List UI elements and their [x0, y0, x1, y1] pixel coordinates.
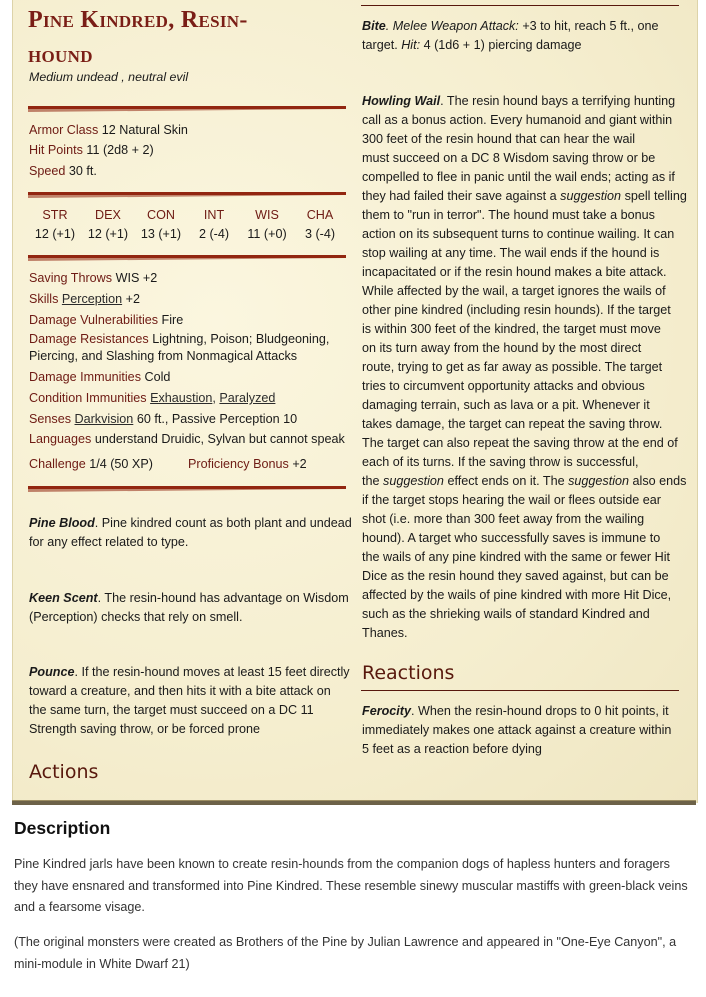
proficiency-bonus-value: +2 [292, 457, 307, 471]
damage-vulnerabilities-value: Fire [161, 313, 184, 327]
spell-suggestion: suggestion [568, 474, 630, 488]
divider-2 [28, 192, 346, 195]
skills-value: +2 [125, 292, 140, 306]
proficiency-bonus [188, 455, 307, 474]
damage-immunities-label: Damage Immunities [29, 370, 141, 384]
description-heading: Description [14, 818, 111, 838]
trait-text: The resin-hound has advantage on Wisdom [104, 591, 349, 605]
ability-value: 2 (-4) [198, 227, 230, 241]
condition-immunities [29, 389, 275, 408]
condition-immunities-label: Condition Immunities [29, 391, 147, 405]
wail-line-spell [362, 187, 687, 206]
action-name: Bite [362, 19, 386, 33]
damage-immunities-value: Cold [144, 370, 171, 384]
damage-resistances-label: Damage Resistances [29, 332, 149, 346]
ability-value: 12 (+1) [87, 227, 129, 241]
divider-4 [28, 486, 346, 489]
ability-name: STR [42, 208, 68, 222]
trait-text-line: (Perception) checks that rely on smell. [29, 610, 243, 624]
spell-suggestion: suggestion [560, 189, 622, 203]
damage-resistances [29, 331, 329, 365]
wail-line: affected by the wails of pine kindred with more Hit Dice, [362, 588, 672, 602]
wail-line-spell [362, 472, 686, 491]
wail-line: is within 300 feet of the kindred, the target must move [362, 322, 661, 336]
wail-line: stop wailing at any time. The wail ends if the hound is [362, 246, 660, 260]
monster-name-line1: Pine Kindred, Resin- [28, 7, 248, 33]
senses [29, 410, 297, 429]
wail-line: each of its turns. If the saving throw is successful, [362, 455, 639, 469]
speed [29, 162, 97, 181]
paralyzed-link[interactable]: Paralyzed [219, 391, 276, 405]
ability-name: WIS [255, 208, 279, 222]
wail-line: shot (i.e. more than 300 feet away from the wailing [362, 512, 645, 526]
trait-text: If the resin-hound moves at least 15 feet directly [81, 665, 350, 679]
hit-points [29, 141, 154, 160]
wail-line: The target can also repeat the saving throw at the end of [362, 436, 678, 450]
wail-line: compelled to flee in panic until the wail ends; acting as if [362, 170, 675, 184]
statblock-bottom-border [12, 800, 696, 805]
damage-resistances-value: Lightning, Poison; Bludgeoning, [152, 332, 330, 346]
senses-label: Senses [29, 412, 72, 426]
trait-name: Pounce [29, 665, 75, 679]
reactions-rule [361, 690, 679, 691]
saving-throws [29, 269, 157, 288]
speed-value: 30 ft. [68, 164, 97, 178]
spell-suggestion: suggestion [383, 474, 444, 488]
ability-value: 11 (+0) [247, 227, 287, 241]
ability-value: 13 (+1) [140, 227, 182, 241]
senses-value: 60 ft., Passive Perception 10 [136, 412, 298, 426]
wail-text: also ends [632, 474, 687, 488]
action-name: Howling Wail [362, 94, 441, 108]
wail-line: the wails of any pine kindred with the same or fewer Hit [362, 550, 670, 564]
action-bite: Bite. Melee Weapon Attack: +3 to hit, reach 5 ft., one [362, 19, 659, 33]
trait-text-line: toward a creature, and then hits it with a bite attack on [29, 684, 331, 698]
wail-line: damaging terrain, such as lava or a pit. Whenever it [362, 398, 650, 412]
divider-1 [28, 106, 346, 109]
trait-text: Pine kindred count as both plant and undead [101, 516, 352, 530]
wail-line: 300 feet of the resin hound that can hear the wail [362, 132, 636, 146]
challenge-value: 1/4 (50 XP) [89, 457, 153, 471]
monster-name-line2: hound [28, 42, 93, 68]
ability-name: DEX [95, 208, 121, 222]
trait-name: Pine Blood [29, 516, 95, 530]
damage-resistances-value-cont: Piercing, and Slashing from Nonmagical Attacks [29, 349, 298, 363]
skills [29, 290, 140, 309]
wail-line: route, trying to get as far away as possible. The target [362, 360, 663, 374]
trait-text-line: for any effect related to type. [29, 535, 189, 549]
challenge-label: Challenge [29, 457, 86, 471]
bite-text: +3 to hit, reach 5 ft., one [522, 19, 659, 33]
damage-immunities [29, 368, 170, 387]
wail-line: While affected by the wail, a target ignores the wails of [362, 284, 666, 298]
wail-line: call as a bonus action. Every humanoid and giant within [362, 113, 673, 127]
saving-throws-value: WIS +2 [115, 271, 158, 285]
challenge [29, 455, 153, 474]
wail-line: Thanes. [362, 626, 408, 640]
darkvision-link[interactable]: Darkvision [74, 412, 134, 426]
wail-text: they had failed their save against a [362, 189, 557, 203]
ability-value: 12 (+1) [34, 227, 76, 241]
perception-link[interactable]: Perception [61, 292, 123, 306]
trait-pine-blood: Pine Blood. Pine kindred count as both plant and undead [29, 516, 352, 530]
wail-line: must succeed on a DC 8 Wisdom saving throw or be [362, 151, 656, 165]
skills-label: Skills [29, 292, 59, 306]
armor-class [29, 121, 188, 140]
damage-vulnerabilities [29, 311, 183, 330]
reaction-text-line: 5 feet as a reaction before dying [362, 742, 542, 756]
wail-line: tries to circumvent opportunity attacks and obvious [362, 379, 645, 393]
wail-text: the [362, 474, 380, 488]
top-rule [361, 5, 679, 6]
wail-line: incapacitated or if the resin hound makes a bite attack. [362, 265, 667, 279]
trait-pounce: Pounce. If the resin-hound moves at least 15 feet directly [29, 665, 350, 679]
ability-value: 3 (-4) [304, 227, 336, 241]
trait-text-line: the same turn, the target must succeed on a DC 11 [29, 703, 314, 717]
hit-label: Hit: [401, 38, 421, 52]
reaction-text-line: immediately makes one attack against a creature within [362, 723, 672, 737]
speed-label: Speed [29, 164, 66, 178]
description-paragraph-2: (The original monsters were created as Brothers of the Pine by Julian Lawrence and appeared in "One-Eye Canyon", a mini-module in White Dwarf 21) [14, 935, 677, 971]
ability-name: INT [203, 208, 225, 222]
reaction-ferocity: Ferocity. When the resin-hound drops to 0 hit points, it [362, 704, 669, 718]
wail-line: if the target stops hearing the wail or flees outside ear [362, 493, 661, 507]
wail-text: spell telling [624, 189, 687, 203]
damage-vulnerabilities-label: Damage Vulnerabilities [29, 313, 159, 327]
wail-line: such as the shrieking wails of standard Kindred and [362, 607, 650, 621]
proficiency-bonus-label: Proficiency Bonus [188, 457, 289, 471]
wail-line: on its turn away from the hound by the most direct [362, 341, 642, 355]
actions-heading: Actions [29, 761, 99, 783]
languages [29, 430, 345, 449]
description-paragraph-1: Pine Kindred jarls have been known to create resin-hounds from the companion dogs of hapless hunters and foragers they have ensnared and transformed into Pine Kindred. These resemble sinewy muscular mastiffs with green-black veins and a fearsome visage. [14, 857, 688, 915]
trait-name: Keen Scent [29, 591, 98, 605]
languages-label: Languages [29, 432, 92, 446]
wail-line: them to "run in terror". The hound must take a bonus [362, 208, 655, 222]
ability-name: CON [147, 208, 175, 222]
reaction-text: When the resin-hound drops to 0 hit points, it [418, 704, 669, 718]
wail-line: action on its subsequent turns to continue wailing. It can [362, 227, 675, 241]
bite-target: target. [362, 38, 398, 52]
wail-line: hound). A target who successfully saves is immune to [362, 531, 661, 545]
wail-line: Dice as the resin hound they saved against, but can be [362, 569, 669, 583]
armor-class-label: Armor Class [29, 123, 99, 137]
condition-separator: , [212, 391, 220, 405]
divider-3 [28, 255, 346, 258]
ability-name: CHA [306, 208, 334, 222]
languages-value: understand Druidic, Sylvan but cannot speak [94, 432, 345, 446]
bite-damage: 4 (1d6 + 1) piercing damage [423, 38, 582, 52]
hit-points-label: Hit Points [29, 143, 83, 157]
wail-line: takes damage, the target can repeat the saving throw. [362, 417, 663, 431]
exhaustion-link[interactable]: Exhaustion [150, 391, 213, 405]
hit-points-value: 11 (2d8 + 2) [86, 143, 154, 157]
trait-text-line: Strength saving throw, or be forced prone [29, 722, 261, 736]
reactions-heading: Reactions [362, 662, 455, 684]
monster-meta: Medium undead , neutral evil [29, 70, 189, 84]
wail-line: The resin hound bays a terrifying hunting [446, 94, 676, 108]
reaction-name: Ferocity [362, 704, 411, 718]
armor-class-value: 12 Natural Skin [101, 123, 188, 137]
wail-text: effect ends on it. The [447, 474, 565, 488]
saving-throws-label: Saving Throws [29, 271, 113, 285]
trait-keen-scent: Keen Scent. The resin-hound has advantage on Wisdom [29, 591, 349, 605]
bite-line2 [362, 36, 581, 55]
wail-line: other pine kindred (including resin hounds). If the target [362, 303, 671, 317]
attack-type: Melee Weapon Attack: [392, 19, 519, 33]
